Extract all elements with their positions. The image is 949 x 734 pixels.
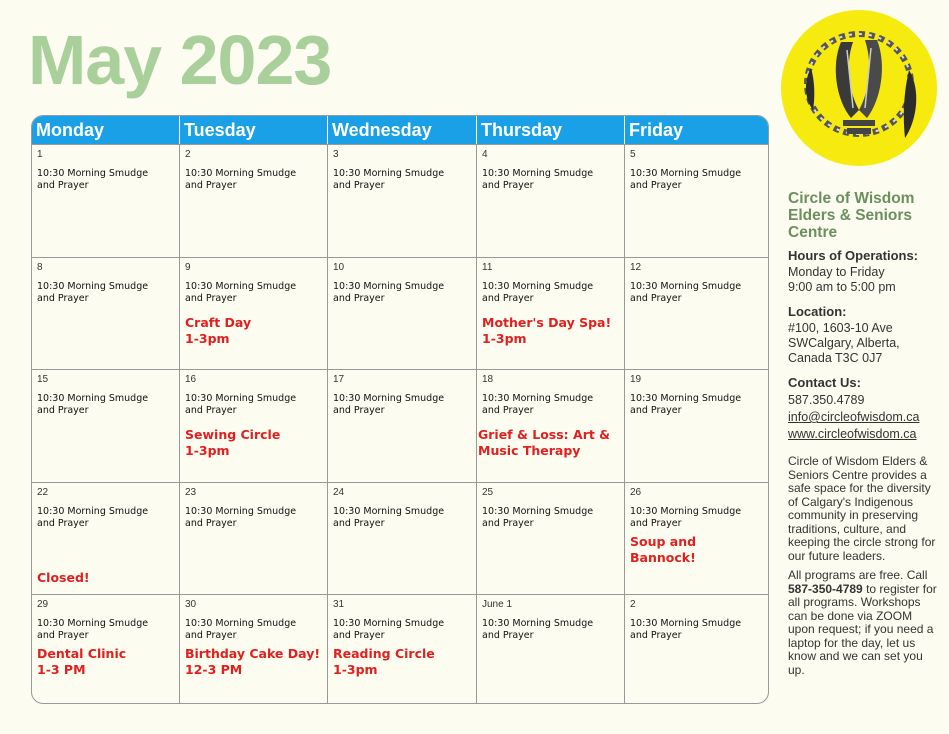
page-title: May 2023	[28, 21, 332, 99]
special-event: Sewing Circle 1-3pm	[185, 427, 281, 459]
special-event: Dental Clinic 1-3 PM	[37, 646, 127, 678]
smudge-event: 10:30 Morning Smudge and Prayer	[37, 505, 149, 529]
calendar-grid	[31, 115, 769, 704]
smudge-event: 10:30 Morning Smudge and Prayer	[333, 393, 445, 417]
day-number: 17	[333, 374, 345, 386]
smudge-event: 10:30 Morning Smudge and Prayer	[333, 505, 445, 529]
smudge-event: 10:30 Morning Smudge and Prayer	[185, 505, 297, 529]
day-number: 22	[37, 486, 49, 498]
smudge-event: 10:30 Morning Smudge and Prayer	[630, 618, 742, 642]
day-number: 26	[630, 486, 642, 498]
smudge-event: 10:30 Morning Smudge and Prayer	[37, 168, 149, 191]
week-row	[32, 369, 768, 482]
day-cell	[477, 258, 625, 370]
day-cell	[625, 370, 768, 482]
day-number: 10	[333, 261, 345, 273]
day-cell	[625, 258, 768, 370]
smudge-event: 10:30 Morning Smudge and Prayer	[630, 505, 742, 529]
smudge-event: 10:30 Morning Smudge and Prayer	[482, 505, 594, 529]
day-cell	[180, 595, 328, 704]
smudge-event: 10:30 Morning Smudge and Prayer	[482, 393, 594, 417]
week-row	[32, 257, 768, 370]
smudge-event: 10:30 Morning Smudge and Prayer	[37, 280, 149, 304]
smudge-event: 10:30 Morning Smudge and Prayer	[185, 168, 297, 191]
day-cell	[180, 258, 328, 370]
day-cell	[32, 483, 180, 595]
special-event: Soup and Bannock!	[630, 533, 697, 565]
weekday-tuesday: Tuesday	[180, 116, 328, 144]
day-number: 2	[630, 599, 636, 611]
weekday-friday: Friday	[629, 120, 684, 140]
day-cell	[328, 145, 477, 257]
day-cell	[625, 145, 768, 257]
smudge-event: 10:30 Morning Smudge and Prayer	[333, 618, 445, 642]
day-number: 8	[37, 261, 43, 273]
website-link[interactable]: www.circleofwisdom.ca	[788, 427, 917, 441]
day-number: 31	[333, 599, 345, 611]
weekday-wednesday: Wednesday	[328, 116, 477, 144]
day-number: 24	[333, 486, 345, 498]
contact-label: Contact Us:	[788, 375, 861, 390]
smudge-event: 10:30 Morning Smudge and Prayer	[482, 168, 594, 191]
day-cell	[328, 595, 477, 704]
smudge-event: 10:30 Morning Smudge and Prayer	[37, 618, 149, 642]
day-number: 9	[185, 261, 191, 273]
smudge-event: 10:30 Morning Smudge and Prayer	[630, 168, 742, 191]
day-number: 5	[630, 149, 636, 160]
day-cell	[32, 595, 180, 704]
week-row	[32, 144, 768, 257]
info-sidebar	[788, 190, 938, 677]
day-cell	[32, 258, 180, 370]
weekday-header	[32, 116, 768, 144]
smudge-event: 10:30 Morning Smudge and Prayer	[185, 280, 297, 304]
special-event: Craft Day 1-3pm	[185, 314, 252, 346]
day-cell	[477, 145, 625, 257]
day-number: 12	[630, 261, 642, 273]
day-number: 1	[37, 149, 43, 160]
day-number: 2	[185, 149, 191, 160]
day-number: 30	[185, 599, 197, 611]
day-number: 4	[482, 149, 488, 160]
day-number: 25	[482, 486, 494, 498]
weekday-thursday: Thursday	[477, 116, 625, 144]
day-cell	[625, 483, 768, 595]
day-number: 16	[185, 374, 197, 386]
note-phone: 587-350-4789	[788, 581, 863, 596]
feather-braid-logo-icon	[781, 10, 937, 166]
special-event: Reading Circle 1-3pm	[333, 646, 435, 678]
day-cell	[477, 370, 625, 482]
programs-note	[788, 569, 938, 677]
day-number: 29	[37, 599, 49, 611]
about-text: Circle of Wisdom Elders & Seniors Centre provides a safe space for the diversity of Calgary's Indigenous community in preserving traditions, culture, and keeping the circle strong for our future leaders.	[788, 454, 936, 563]
day-cell	[180, 145, 328, 257]
day-cell	[328, 483, 477, 595]
day-cell	[328, 258, 477, 370]
smudge-event: 10:30 Morning Smudge and Prayer	[630, 280, 742, 304]
smudge-event: 10:30 Morning Smudge and Prayer	[185, 618, 297, 642]
day-cell	[32, 145, 180, 257]
smudge-event: 10:30 Morning Smudge and Prayer	[482, 280, 594, 304]
smudge-event: 10:30 Morning Smudge and Prayer	[630, 393, 742, 417]
special-event: Birthday Cake Day! 12-3 PM	[185, 646, 321, 678]
smudge-event: 10:30 Morning Smudge and Prayer	[482, 618, 594, 642]
day-number: 18	[482, 374, 494, 386]
day-cell	[477, 483, 625, 595]
weekday-monday: Monday	[32, 116, 180, 144]
email-link[interactable]: info@circleofwisdom.ca	[788, 410, 920, 424]
phone-number: 587.350.4789	[788, 393, 865, 407]
day-number: 11	[482, 261, 493, 273]
day-number: 15	[37, 374, 49, 386]
day-cell	[625, 595, 768, 704]
note-after: to register for all programs. Workshops can be done via ZOOM upon request; if you need a laptop for the day, let us know and we can set you up.	[788, 581, 937, 677]
day-number: 23	[185, 486, 197, 498]
day-cell	[180, 370, 328, 482]
day-cell	[180, 483, 328, 595]
smudge-event: 10:30 Morning Smudge and Prayer	[37, 393, 149, 417]
special-event: Closed!	[37, 570, 90, 586]
location-label: Location:	[788, 304, 847, 319]
hours-text: Monday to Friday 9:00 am to 5:00 pm	[788, 265, 896, 294]
day-cell	[477, 595, 625, 704]
week-row	[32, 482, 768, 595]
special-event: Grief & Loss: Art & Music Therapy	[478, 427, 611, 459]
day-number: June 1	[482, 599, 513, 611]
smudge-event: 10:30 Morning Smudge and Prayer	[185, 393, 297, 417]
note-before: All programs are free. Call	[788, 568, 928, 582]
smudge-event: 10:30 Morning Smudge and Prayer	[333, 280, 445, 304]
week-row	[32, 594, 768, 704]
org-name: Circle of Wisdom Elders & Seniors Centre	[788, 190, 915, 241]
day-cell	[328, 370, 477, 482]
location-text: #100, 1603-10 Ave SWCalgary, Alberta, Canada T3C 0J7	[788, 321, 900, 365]
special-event: Mother's Day Spa! 1-3pm	[482, 314, 612, 346]
day-number: 3	[333, 149, 339, 160]
day-number: 19	[630, 374, 642, 386]
smudge-event: 10:30 Morning Smudge and Prayer	[333, 168, 445, 191]
day-cell	[32, 370, 180, 482]
hours-label: Hours of Operations:	[788, 248, 919, 263]
